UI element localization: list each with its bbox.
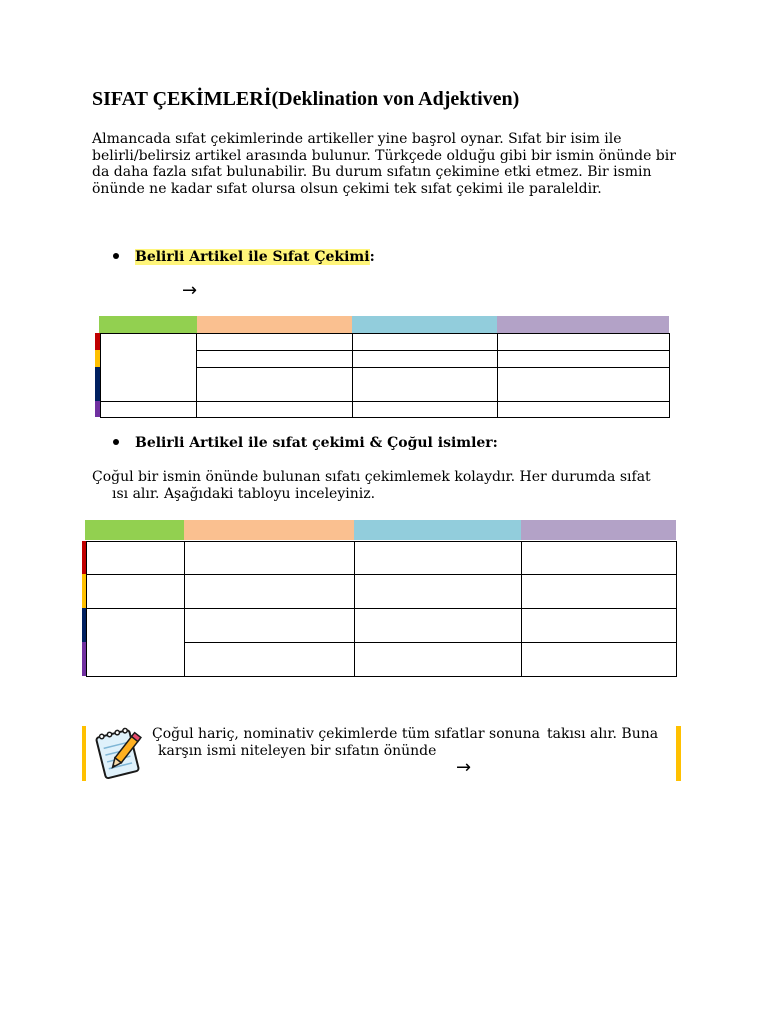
section1-heading: Belirli Artikel ile Sıfat Çekimi:: [113, 249, 375, 265]
right-arrow-icon: →: [182, 280, 198, 301]
table-cell: [352, 401, 498, 418]
section2-paragraph: [92, 469, 651, 503]
table-cell: [354, 608, 522, 643]
table-cell: [354, 574, 522, 609]
table1-header-purple: [497, 316, 669, 333]
bullet-icon: [113, 439, 119, 445]
section2-line: ısı alır. Aşağıdaki tabloyu inceleyiniz.: [112, 486, 376, 502]
table-cell: [196, 350, 353, 368]
intro-paragraph: [92, 131, 676, 197]
table-cell: [100, 401, 197, 418]
note-line1-b: takısı alır. Buna: [547, 726, 659, 742]
table-cell: [352, 367, 498, 402]
table2-header-blue: [354, 520, 521, 540]
table-cell: [521, 608, 677, 643]
table-cell: [497, 333, 670, 351]
note-line2: karşın ismi niteleyen bir sıfatın önünde: [158, 743, 437, 759]
intro-line: Almancada sıfat çekimlerinde artikeller yine başrol oynar. Sıfat bir isim ile: [92, 131, 622, 147]
table-cell: [86, 608, 185, 677]
table-cell: [354, 642, 522, 677]
right-arrow-icon: →: [456, 757, 472, 778]
section2-line: Çoğul bir ismin önünde bulunan sıfatı çekimlemek kolaydır. Her durumda sıfat: [92, 469, 651, 485]
table-cell: [86, 541, 185, 575]
table-cell: [184, 608, 355, 643]
table-cell: [497, 350, 670, 368]
table-cell: [86, 574, 185, 609]
table-cell: [521, 541, 677, 575]
table1-header-blue: [352, 316, 497, 333]
table-cell: [352, 350, 498, 368]
table-cell: [196, 333, 353, 351]
section2-heading-text: Belirli Artikel ile sıfat çekimi & Çoğul isimler:: [135, 435, 498, 451]
table-cell: [497, 401, 670, 418]
note-bar-left: [82, 726, 86, 781]
table-cell: [196, 367, 353, 402]
section2-heading: [113, 435, 498, 451]
bullet-icon: [113, 253, 119, 259]
table-cell: [521, 642, 677, 677]
table-cell: [521, 574, 677, 609]
table1-header-green: [99, 316, 197, 333]
table-cell: [100, 333, 197, 402]
intro-line: önünde ne kadar sıfat olursa olsun çekimi tek sıfat çekimi ile paraleldir.: [92, 180, 602, 197]
note-line1-a: Çoğul hariç, nominativ çekimlerde tüm sıfatlar sonuna: [152, 726, 541, 742]
table-cell: [184, 541, 355, 575]
intro-line: da daha fazla sıfat bulunabilir. Bu durum sıfatın çekimine etki etmez. Bir ismin: [92, 164, 652, 180]
table-cell: [184, 574, 355, 609]
page-title: SIFAT ÇEKİMLERİ(Deklination von Adjektiven): [92, 88, 520, 110]
table1-header-orange: [197, 316, 352, 333]
table-cell: [497, 367, 670, 402]
table-cell: [354, 541, 522, 575]
intro-line: belirli/belirsiz artikel arasında bulunur. Türkçede olduğu gibi bir ismin önünde bir: [92, 147, 676, 164]
table-cell: [352, 333, 498, 351]
section1-heading-text: Belirli Artikel ile Sıfat Çekimi: [135, 249, 370, 265]
table-cell: [184, 642, 355, 677]
note-bar-right: [676, 726, 681, 781]
table2-header-purple: [521, 520, 676, 540]
table2-header-orange: [184, 520, 354, 540]
table2-header-green: [85, 520, 184, 540]
notepad-pencil-icon: [93, 724, 143, 780]
table-cell: [196, 401, 353, 418]
